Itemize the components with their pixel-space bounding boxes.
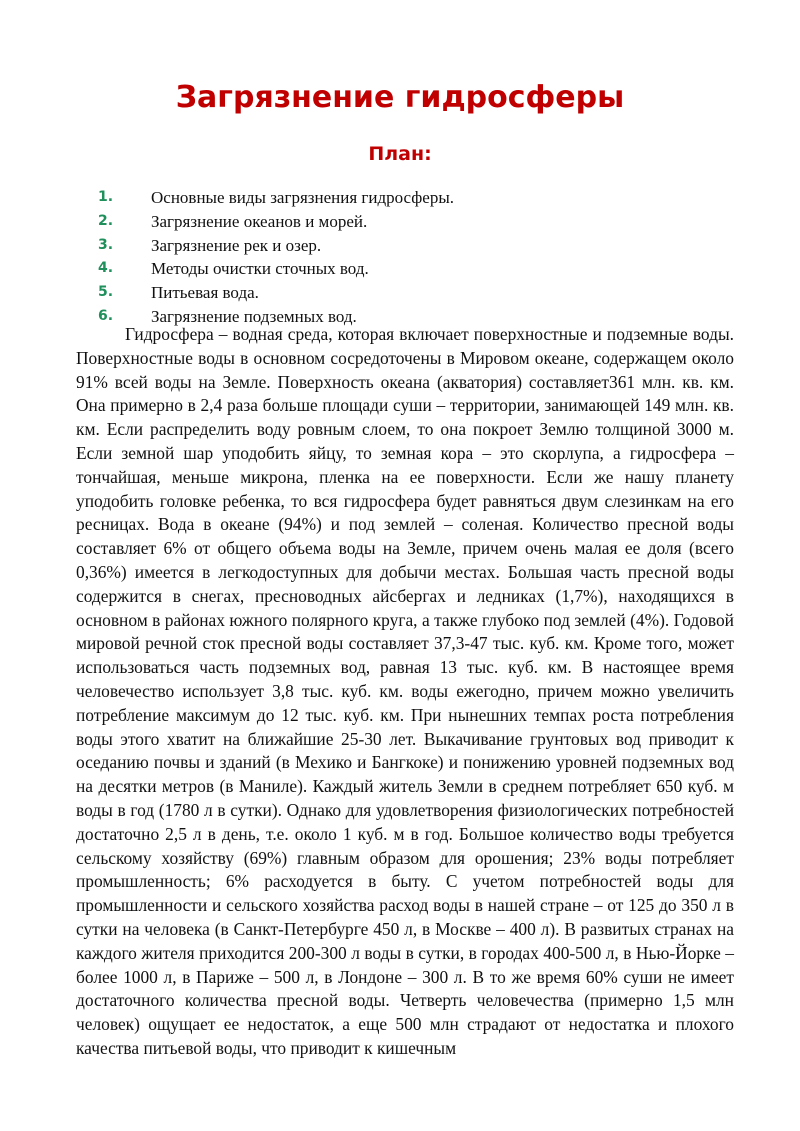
list-item-text: Методы очистки сточных вод. xyxy=(151,259,369,279)
list-item-text: Загрязнение подземных вод. xyxy=(151,306,357,326)
list-item xyxy=(0,257,800,281)
list-item xyxy=(0,186,800,210)
list-item-number: 5. xyxy=(98,284,114,301)
list-item-number: 6. xyxy=(98,307,114,324)
body-paragraph: Гидросфера – водная среда, которая включает поверхностные и подземные воды. Поверхностные воды в основном сосредоточены в Мировом океане, содержащем около 91% всей воды на Земле. Поверхность океана (акватория) составляет361 млн. кв. км. Она примерно в 2,4 раза больше площади суши – территории, занимающей 149 млн. кв. км. Если распределить воду ровным слоем, то она покроет Землю толщиной 3000 м. Если земной шар уподобить яйцу, то земная кора – это скорлупа, а гидросфера – тончайшая, меньше микрона, пленка на ее поверхности. Если же нашу планету уподобить головке ребенка, то вся гидросфера будет равняться двум слезинкам на его ресницах. Вода в океане (94%) и под землей – соленая. Количество пресной воды составляет 6% от общего объема воды на Земле, причем очень малая ее доля (всего 0,36%) имеется в легкодоступных для добычи местах. Большая часть пресной воды содержится в снегах, пресноводных айсбергах и ледниках (1,7%), находящихся в основном в районах южного полярного круга, а также глубоко под землей (4%). Годовой мировой речной сток пресной воды составляет 37,3-47 тыс. куб. км. Кроме того, может использоваться часть подземных вод, равная 13 тыс. куб. км. В настоящее время человечество использует 3,8 тыс. куб. км. воды ежегодно, причем можно увеличить потребление максимум до 12 тыс. куб. км. При нынешних темпах роста потребления воды этого хватит на ближайшие 25-30 лет. Выкачивание грунтовых вод приводит к оседанию почвы и зданий (в Мехико и Бангкоке) и понижению уровней подземных вод на десятки метров (в Маниле). Каждый житель Земли в среднем потребляет 650 куб. м воды в год (1780 л в сутки). Однако для удовлетворения физиологических потребностей достаточно 2,5 л в день, т.е. около 1 куб. м в год. Большое количество воды требуется сельскому хозяйству (69%) главным образом для орошения; 23% воды потребляет промышленность; 6% расходуется в быту. С учетом потребностей воды для промышленности и сельского хозяйства расход воды в нашей стране – от 125 до 350 л в сутки на человека (в Санкт-Петербурге 450 л, в Москве – 400 л). В развитых странах на каждого жителя приходится 200-300 л воды в сутки, в городах 400-500 л, в Нью-Йорке – более 1000 л, в Париже – 500 л, в Лондоне – 300 л. В то же время 60% суши не имеет достаточного количества пресной воды. Четверть человечества (примерно 1,5 млн человек) ощущает ее недостаток, а еще 500 млн страдают от недостатка и плохого качества питьевой воды, что приводит к кишечным xyxy=(76,324,734,1058)
list-item-number: 4. xyxy=(98,260,114,277)
plan-heading: План: xyxy=(368,143,432,165)
list-item xyxy=(0,234,800,258)
list-item-number: 2. xyxy=(98,212,114,229)
plan-list xyxy=(0,186,800,329)
list-item-text: Загрязнение рек и озер. xyxy=(151,235,322,255)
page-title: Загрязнение гидросферы xyxy=(175,80,625,115)
list-item-text: Загрязнение океанов и морей. xyxy=(151,211,368,231)
list-item-number: 1. xyxy=(98,189,114,205)
list-item xyxy=(0,281,800,305)
list-item-text: Основные виды загрязнения гидросферы. xyxy=(151,188,455,207)
list-item xyxy=(0,210,800,234)
list-item-number: 3. xyxy=(98,236,114,253)
list-item-text: Питьевая вода. xyxy=(151,283,259,303)
